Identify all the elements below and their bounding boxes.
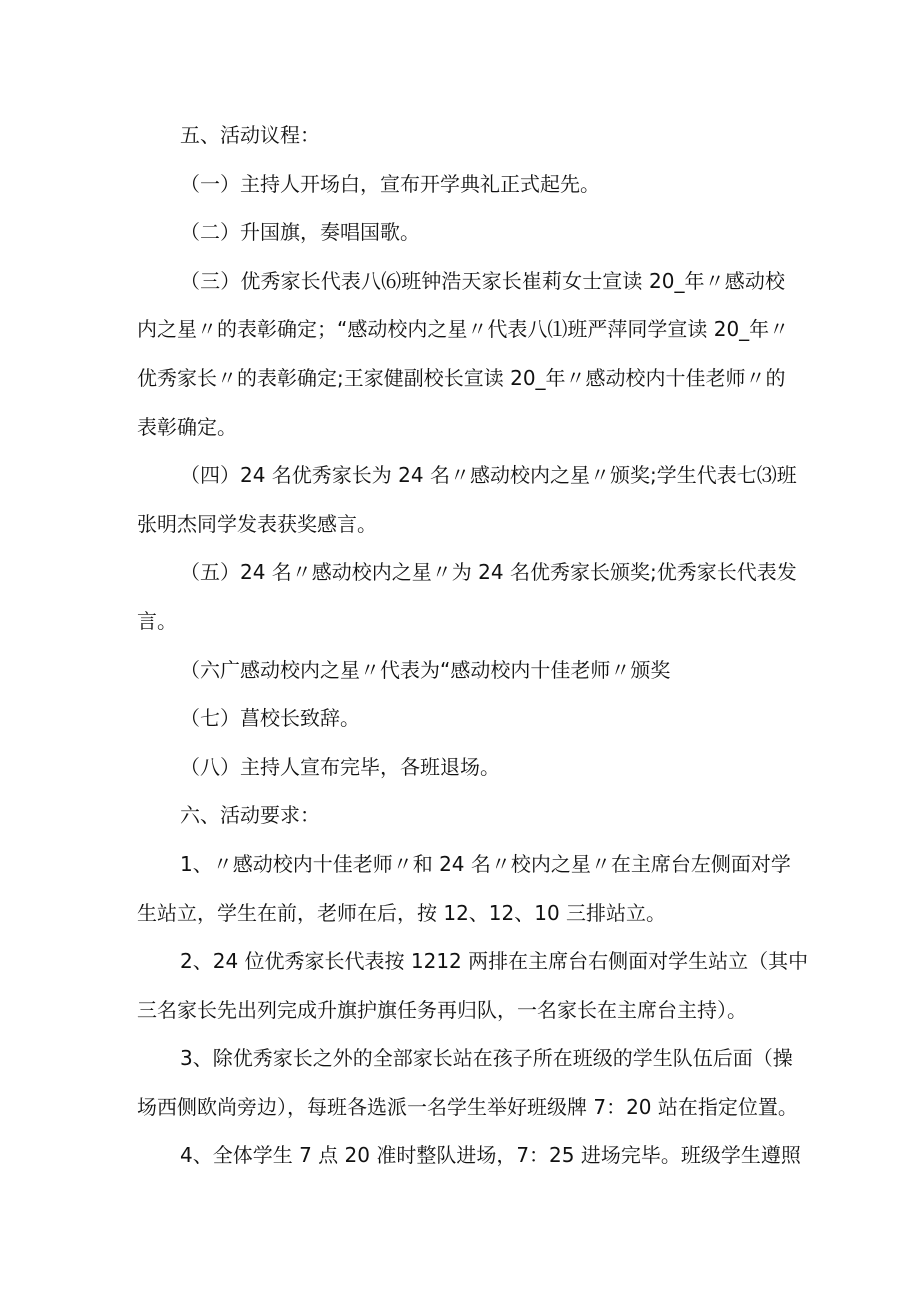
paragraph bbox=[137, 257, 790, 451]
text-line: （八）主持人宣布完毕，各班退场。 bbox=[180, 754, 500, 779]
text-line: 4、全体学生 7 点 20 准时整队进场，7：25 进场完毕。班级学生遵照 bbox=[180, 1143, 801, 1168]
text-line: 优秀家长〃的表彰确定;王家健副校长宣读 20_年〃感动校内十佳老师〃的 bbox=[137, 365, 786, 390]
paragraph bbox=[137, 548, 797, 645]
paragraph bbox=[137, 1034, 798, 1131]
text-line: 生站立，学生在前，老师在后，按 12、12、10 三排站立。 bbox=[137, 900, 667, 925]
text-line: 表彰确定。 bbox=[137, 414, 237, 439]
text-line: 五、活动议程： bbox=[180, 123, 320, 147]
document-page bbox=[137, 111, 809, 1180]
paragraph bbox=[137, 160, 785, 209]
text-line: 内之星〃的表彰确定；“感动校内之星〃代表八⑴班严萍同学宣读 20_年〃 bbox=[137, 317, 790, 342]
text-line: 三名家长先出列完成升旗护旗任务再归队，一名家长在主席台主持）。 bbox=[137, 997, 747, 1022]
paragraph bbox=[137, 791, 785, 840]
paragraph bbox=[137, 111, 785, 160]
text-line: （一）主持人开场白，宣布开学典礼正式起先。 bbox=[180, 171, 600, 196]
paragraph bbox=[137, 743, 785, 792]
text-line: 言。 bbox=[137, 608, 177, 633]
paragraph bbox=[137, 937, 809, 1034]
paragraph bbox=[137, 1131, 801, 1180]
paragraph bbox=[137, 208, 785, 257]
text-line: 张明杰同学发表获奖感言。 bbox=[137, 511, 377, 536]
text-line: （二）升国旗，奏唱国歌。 bbox=[180, 220, 420, 245]
text-line: （三）优秀家长代表八⑹班钟浩天家长崔莉女士宣读 20_年〃感动校 bbox=[180, 268, 785, 293]
paragraph bbox=[137, 840, 791, 937]
text-line: 场西侧欧尚旁边），每班各选派一名学生举好班级牌 7：20 站在指定位置。 bbox=[137, 1094, 798, 1119]
text-line: 3、除优秀家长之外的全部家长站在孩子所在班级的学生队伍后面（操 bbox=[180, 1046, 793, 1071]
paragraph bbox=[137, 694, 785, 743]
paragraph bbox=[137, 451, 797, 548]
text-line: （四）24 名优秀家长为 24 名〃感动校内之星〃颁奖;学生代表七⑶班 bbox=[180, 463, 797, 488]
text-line: （六广感动校内之星〃代表为“感动校内十佳老师〃颁奖 bbox=[180, 657, 671, 682]
text-line: 2、24 位优秀家长代表按 1212 两排在主席台右侧面对学生站立（其中 bbox=[180, 949, 809, 974]
text-line: （七）菖校长致辞。 bbox=[180, 706, 360, 731]
text-line: （五）24 名〃感动校内之星〃为 24 名优秀家长颁奖;优秀家长代表发 bbox=[180, 560, 797, 585]
paragraph bbox=[137, 646, 785, 695]
text-line: 六、活动要求： bbox=[180, 803, 320, 828]
text-line: 1、〃感动校内十佳老师〃和 24 名〃校内之星〃在主席台左侧面对学 bbox=[180, 851, 791, 876]
